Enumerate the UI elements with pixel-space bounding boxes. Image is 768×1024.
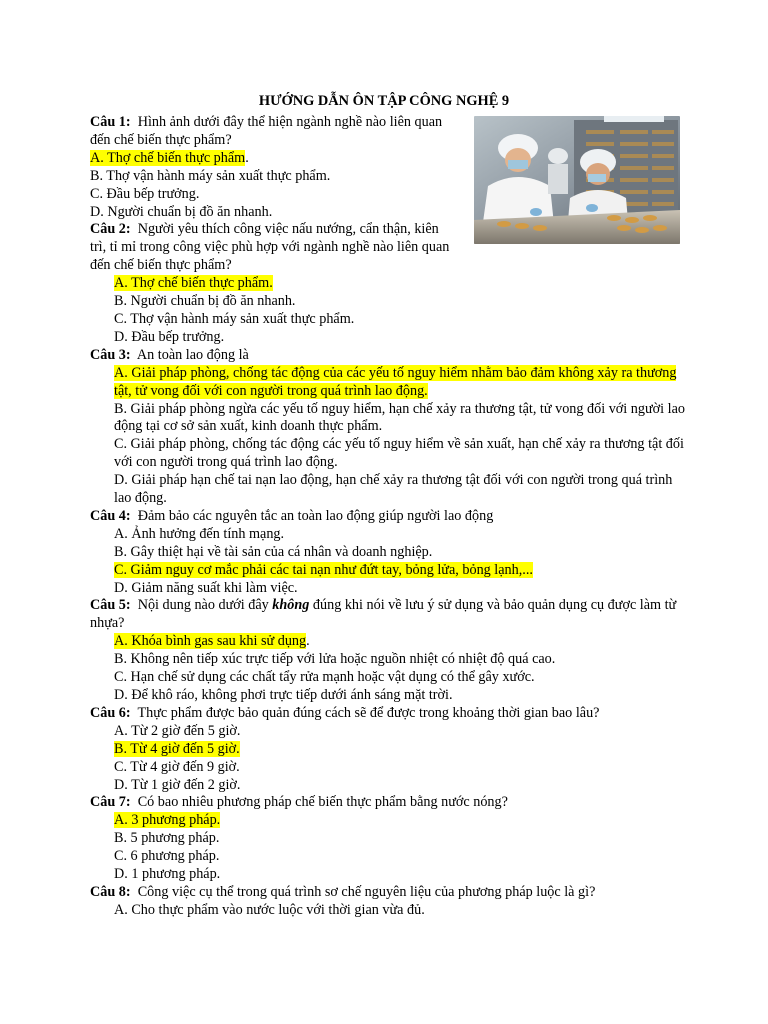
option-c: C. Đầu bếp trưởng. <box>90 185 200 202</box>
option-c: C. Từ 4 giờ đến 9 giờ. <box>114 758 240 775</box>
option-c: C. Thợ vận hành máy sản xuất thực phẩm. <box>114 310 355 327</box>
question-text: Thực phẩm được bảo quản đúng cách sẽ để được trong khoảng thời gian bao lâu? <box>137 704 600 721</box>
option-d: D. Giảm năng suất khi làm việc. <box>114 579 298 596</box>
question-number: Câu 2: <box>90 221 131 238</box>
question-8 <box>90 884 686 902</box>
correct-answer-highlight: C. Giảm nguy cơ mắc phải các tai nạn như đứt tay, bỏng lửa, bỏng lạnh,... <box>114 561 533 578</box>
question-number: Câu 8: <box>90 883 131 900</box>
question-text: Người yêu thích công việc nấu nướng, cẩn thận, kiên trì, tỉ mỉ trong công việc phù hợp với ngành nghề nào liên quan đến chế biến thực phẩm? <box>90 221 450 274</box>
document-title: HƯỚNG DẪN ÔN TẬP CÔNG NGHỆ 9 <box>258 93 510 109</box>
option-a <box>90 633 686 651</box>
option-c: C. Giải pháp phòng, chống tác động các yếu tố nguy hiểm về sản xuất, hạn chế xảy ra thương tật đối với con người trong quá trình lao động. <box>114 436 684 471</box>
option-a <box>90 365 686 401</box>
correct-answer-highlight: A. 3 phương pháp. <box>114 812 221 829</box>
question-text: Công việc cụ thể trong quá trình sơ chế nguyên liệu của phương pháp luộc là gì? <box>137 883 596 900</box>
option-d: D. 1 phương pháp. <box>114 866 221 883</box>
option-d: D. Từ 1 giờ đến 2 giờ. <box>114 776 241 793</box>
question-5 <box>90 597 686 633</box>
correct-answer-highlight: B. Từ 4 giờ đến 5 giờ. <box>114 740 240 757</box>
question-7 <box>90 794 686 812</box>
question-number: Câu 7: <box>90 794 131 811</box>
option-a: A. Ảnh hưởng đến tính mạng. <box>114 525 285 542</box>
option-b: B. Gây thiệt hại về tài sản của cá nhân và doanh nghiệp. <box>114 543 433 560</box>
option-b: B. Người chuẩn bị đồ ăn nhanh. <box>114 293 296 310</box>
option-a: A. Cho thực phẩm vào nước luộc với thời gian vừa đủ. <box>114 901 425 918</box>
question-number: Câu 3: <box>90 346 131 363</box>
option-a <box>90 150 686 168</box>
option-d: D. Để khô ráo, không phơi trực tiếp dưới ánh sáng mặt trời. <box>114 687 453 703</box>
option-b <box>90 741 686 759</box>
option-d: D. Người chuẩn bị đồ ăn nhanh. <box>90 203 273 220</box>
question-number: Câu 4: <box>90 507 131 524</box>
question-text: An toàn lao động là <box>136 346 249 363</box>
question-1 <box>90 114 450 150</box>
option-c: C. 6 phương pháp. <box>114 848 220 865</box>
question-text: Hình ảnh dưới đây thể hiện ngành nghề nào liên quan đến chế biến thực phẩm? <box>90 114 443 148</box>
option-d: D. Giải pháp hạn chế tai nạn lao động, hạn chế xảy ra thương tật đối với con người trong quá trình lao động. <box>114 472 673 507</box>
question-text: Có bao nhiêu phương pháp chế biến thực phẩm bằng nước nóng? <box>137 794 508 811</box>
correct-answer-highlight: A. Khóa bình gas sau khi sử dụng <box>114 633 307 650</box>
option-a <box>90 812 686 830</box>
correct-answer-highlight: A. Thợ chế biến thực phẩm. <box>114 275 273 292</box>
correct-answer-highlight: A. Giải pháp phòng, chống tác động của các yếu tố nguy hiểm nhằm bảo đảm không xảy ra thương tật, tử vong đối với con người trong quá trình lao động. <box>114 364 677 399</box>
option-tail: . <box>245 149 249 166</box>
option-d: D. Đầu bếp trưởng. <box>114 328 225 345</box>
question-text: Đảm bảo các nguyên tắc an toàn lao động giúp người lao động <box>137 507 494 524</box>
question-list <box>90 114 686 920</box>
question-6 <box>90 705 686 723</box>
option-c <box>90 562 686 580</box>
question-text: Nội dung nào dưới đây <box>137 597 273 614</box>
option-tail: . <box>306 633 310 650</box>
question-2 <box>90 221 450 275</box>
option-b: B. Giải pháp phòng ngừa các yếu tố nguy hiểm, hạn chế xảy ra thương tật, tử vong đối với người lao động tại cơ sở sản xuất, kinh doanh thực phẩm. <box>114 400 685 435</box>
option-a <box>90 275 686 293</box>
question-4 <box>90 508 686 526</box>
question-number: Câu 1: <box>90 114 131 130</box>
question-number: Câu 5: <box>90 597 131 614</box>
option-a: A. Từ 2 giờ đến 5 giờ. <box>114 722 241 739</box>
question-number: Câu 6: <box>90 704 131 721</box>
emphasis-word: không <box>272 597 310 614</box>
question-text-rest: đúng khi nói về lưu ý sử dụng và bảo quản dụng cụ được làm từ nhựa? <box>90 597 677 632</box>
question-3 <box>90 347 686 365</box>
option-c: C. Hạn chế sử dụng các chất tẩy rửa mạnh hoặc vật dụng có thể gây xước. <box>114 669 535 686</box>
option-b: B. 5 phương pháp. <box>114 830 220 847</box>
option-b: B. Thợ vận hành máy sản xuất thực phẩm. <box>90 167 331 184</box>
option-b: B. Không nên tiếp xúc trực tiếp với lửa hoặc nguồn nhiệt có nhiệt độ quá cao. <box>114 651 556 668</box>
correct-answer-highlight: A. Thợ chế biến thực phẩm <box>90 149 246 166</box>
